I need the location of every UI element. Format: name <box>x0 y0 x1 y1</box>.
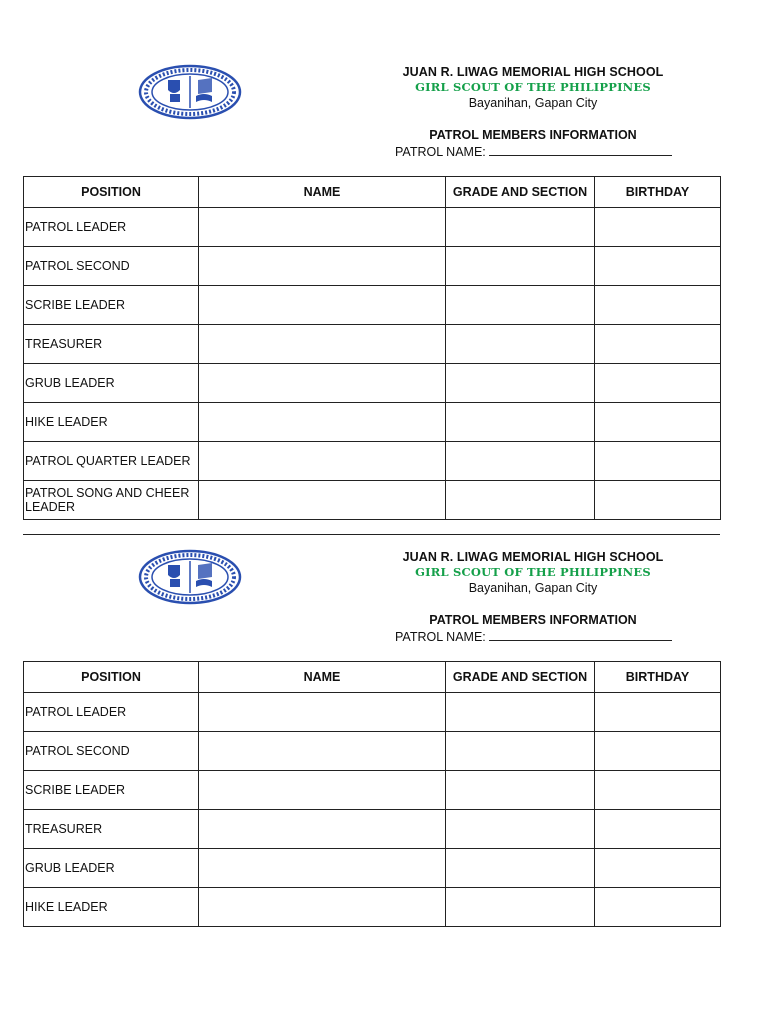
birthday-cell[interactable] <box>595 364 721 403</box>
column-header-name: NAME <box>199 662 446 693</box>
table-header-row <box>24 662 721 693</box>
school-name: JUAN R. LIWAG MEMORIAL HIGH SCHOOL <box>402 65 664 79</box>
position-cell: HIKE LEADER <box>24 888 199 927</box>
birthday-cell[interactable] <box>595 732 721 771</box>
position-cell: SCRIBE LEADER <box>24 771 199 810</box>
name-cell[interactable] <box>199 247 446 286</box>
table-row <box>24 247 721 286</box>
grade-section-cell[interactable] <box>446 247 595 286</box>
name-cell[interactable] <box>199 888 446 927</box>
birthday-cell[interactable] <box>595 810 721 849</box>
birthday-cell[interactable] <box>595 325 721 364</box>
patrol-name-label: PATROL NAME: <box>395 145 486 159</box>
school-seal-icon <box>138 64 242 120</box>
organization-name: GIRL SCOUT OF THE PHILIPPINES <box>415 80 651 94</box>
patrol-name-label: PATROL NAME: <box>395 630 486 644</box>
form-divider <box>23 534 720 535</box>
patrol-members-table <box>23 661 721 927</box>
column-header-birthday: BIRTHDAY <box>595 662 721 693</box>
grade-section-cell[interactable] <box>446 286 595 325</box>
birthday-cell[interactable] <box>595 286 721 325</box>
column-header-name: NAME <box>199 177 446 208</box>
position-cell: PATROL SECOND <box>24 732 199 771</box>
birthday-cell[interactable] <box>595 442 721 481</box>
name-cell[interactable] <box>199 403 446 442</box>
patrol-name-field <box>395 629 672 644</box>
column-header-position: POSITION <box>24 177 199 208</box>
name-cell[interactable] <box>199 771 446 810</box>
name-cell[interactable] <box>199 442 446 481</box>
birthday-cell[interactable] <box>595 481 721 520</box>
birthday-cell[interactable] <box>595 247 721 286</box>
organization-name: GIRL SCOUT OF THE PHILIPPINES <box>415 565 651 579</box>
grade-section-cell[interactable] <box>446 693 595 732</box>
table-row <box>24 810 721 849</box>
grade-section-cell[interactable] <box>446 732 595 771</box>
patrol-name-field <box>395 144 672 159</box>
patrol-name-input-line[interactable] <box>489 144 672 156</box>
position-cell: GRUB LEADER <box>24 364 199 403</box>
school-seal-icon <box>138 549 242 605</box>
grade-section-cell[interactable] <box>446 888 595 927</box>
position-cell: PATROL SONG AND CHEER LEADER <box>24 481 199 520</box>
school-address: Bayanihan, Gapan City <box>468 581 598 595</box>
name-cell[interactable] <box>199 364 446 403</box>
grade-section-cell[interactable] <box>446 481 595 520</box>
table-row <box>24 771 721 810</box>
name-cell[interactable] <box>199 693 446 732</box>
school-address: Bayanihan, Gapan City <box>468 96 598 110</box>
table-row <box>24 693 721 732</box>
grade-section-cell[interactable] <box>446 325 595 364</box>
grade-section-cell[interactable] <box>446 810 595 849</box>
name-cell[interactable] <box>199 732 446 771</box>
column-header-position: POSITION <box>24 662 199 693</box>
table-row <box>24 325 721 364</box>
table-row <box>24 208 721 247</box>
table-row <box>24 481 721 520</box>
position-cell: SCRIBE LEADER <box>24 286 199 325</box>
table-row <box>24 403 721 442</box>
birthday-cell[interactable] <box>595 771 721 810</box>
position-cell: PATROL SECOND <box>24 247 199 286</box>
position-cell: HIKE LEADER <box>24 403 199 442</box>
name-cell[interactable] <box>199 286 446 325</box>
birthday-cell[interactable] <box>595 208 721 247</box>
grade-section-cell[interactable] <box>446 403 595 442</box>
table-row <box>24 732 721 771</box>
grade-section-cell[interactable] <box>446 771 595 810</box>
patrol-name-input-line[interactable] <box>489 629 672 641</box>
document-title: PATROL MEMBERS INFORMATION <box>429 613 637 627</box>
position-cell: TREASURER <box>24 325 199 364</box>
table-header-row <box>24 177 721 208</box>
name-cell[interactable] <box>199 325 446 364</box>
birthday-cell[interactable] <box>595 888 721 927</box>
birthday-cell[interactable] <box>595 693 721 732</box>
name-cell[interactable] <box>199 208 446 247</box>
column-header-grade-section: GRADE AND SECTION <box>446 177 595 208</box>
position-cell: PATROL LEADER <box>24 693 199 732</box>
grade-section-cell[interactable] <box>446 442 595 481</box>
position-cell: PATROL QUARTER LEADER <box>24 442 199 481</box>
document-title: PATROL MEMBERS INFORMATION <box>429 128 637 142</box>
column-header-grade-section: GRADE AND SECTION <box>446 662 595 693</box>
table-row <box>24 442 721 481</box>
position-cell: GRUB LEADER <box>24 849 199 888</box>
position-cell: TREASURER <box>24 810 199 849</box>
table-row <box>24 849 721 888</box>
name-cell[interactable] <box>199 849 446 888</box>
birthday-cell[interactable] <box>595 403 721 442</box>
grade-section-cell[interactable] <box>446 364 595 403</box>
column-header-birthday: BIRTHDAY <box>595 177 721 208</box>
birthday-cell[interactable] <box>595 849 721 888</box>
grade-section-cell[interactable] <box>446 208 595 247</box>
table-row <box>24 888 721 927</box>
name-cell[interactable] <box>199 481 446 520</box>
table-row <box>24 286 721 325</box>
school-name: JUAN R. LIWAG MEMORIAL HIGH SCHOOL <box>402 550 664 564</box>
name-cell[interactable] <box>199 810 446 849</box>
table-row <box>24 364 721 403</box>
grade-section-cell[interactable] <box>446 849 595 888</box>
patrol-members-table <box>23 176 721 520</box>
position-cell: PATROL LEADER <box>24 208 199 247</box>
